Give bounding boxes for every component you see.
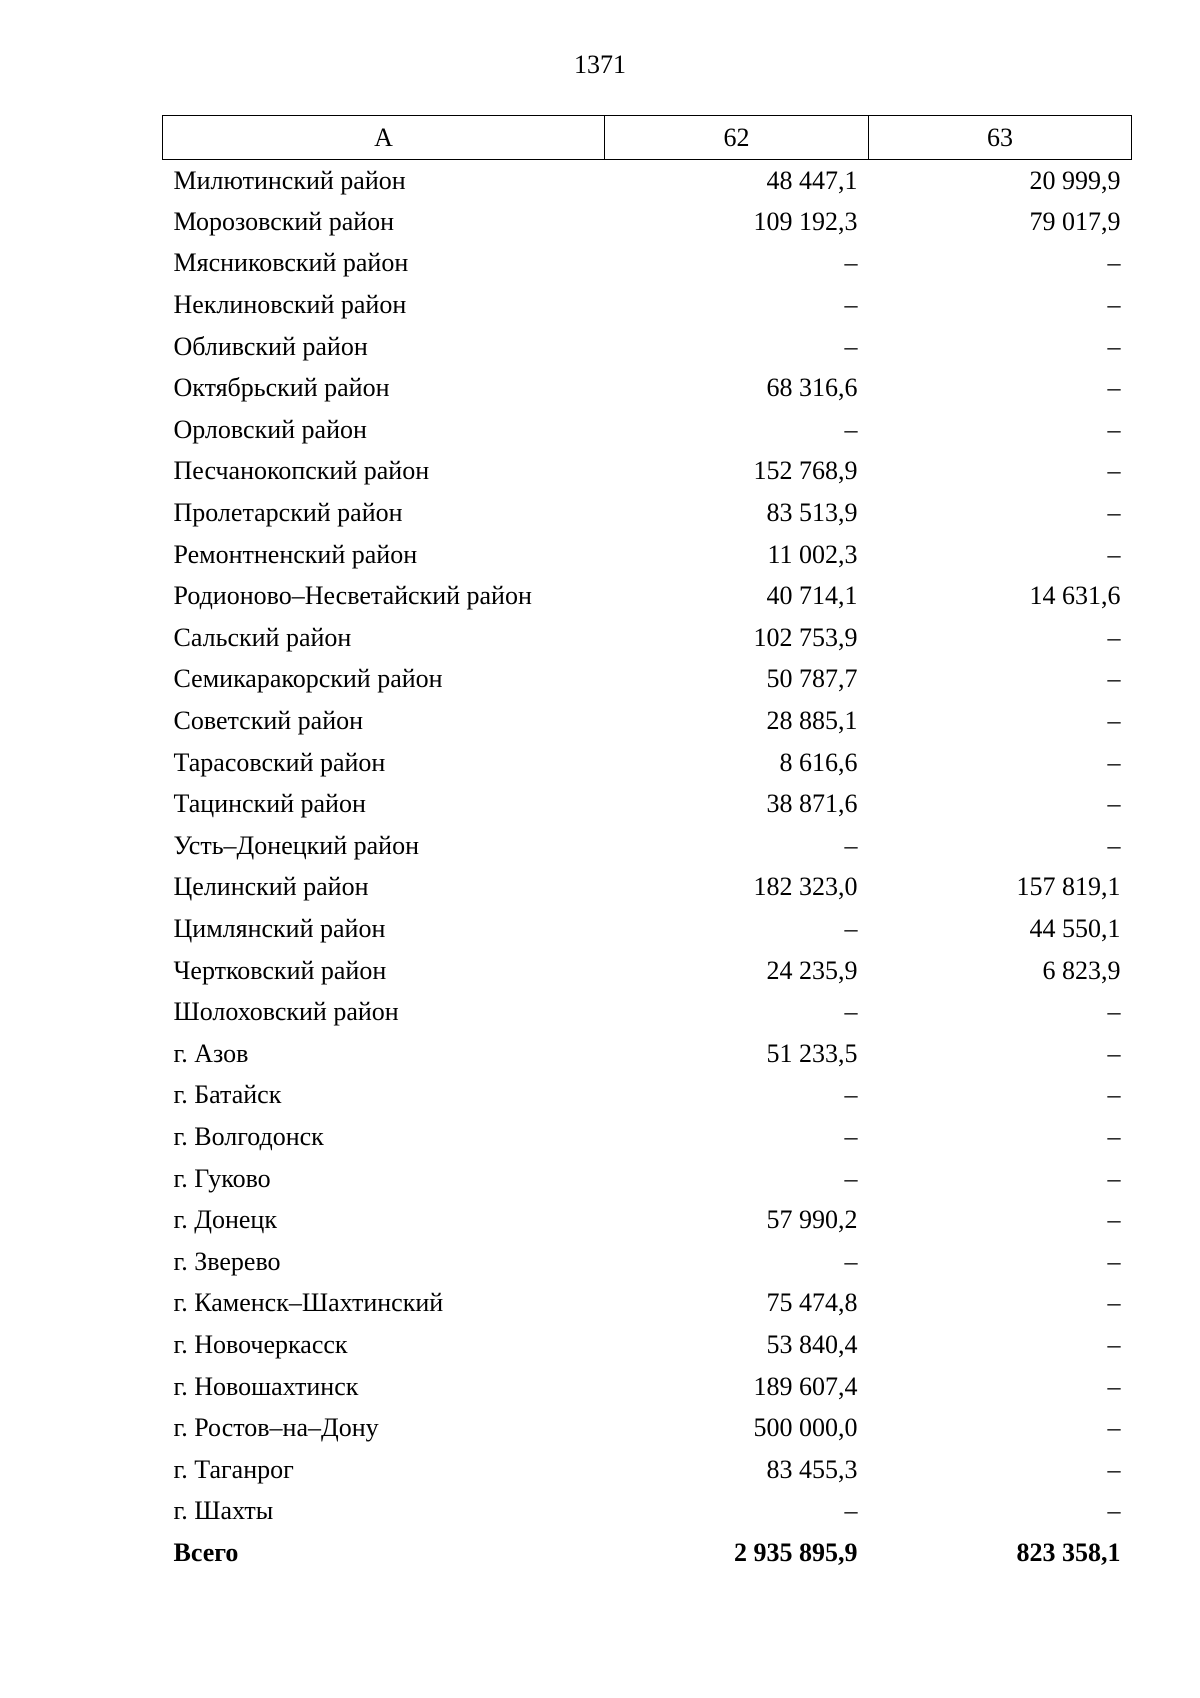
row-value-63-cell: – (1107, 1246, 1121, 1276)
row-name-cell: г. Таганрог (173, 1454, 294, 1484)
row-value-63-cell: 14 631,6 (1029, 581, 1121, 611)
row-value-63-cell: – (1107, 1288, 1121, 1318)
row-value-62-cell: 68 316,6 (766, 373, 858, 403)
table-row (163, 1033, 1132, 1075)
row-name-cell: г. Новочеркасск (173, 1329, 348, 1359)
row-name-cell: г. Гуково (173, 1163, 271, 1193)
row-value-62-cell: 28 885,1 (766, 706, 858, 736)
row-value-63-cell: – (1107, 1371, 1121, 1401)
table-row (163, 659, 1132, 701)
row-name-cell: Морозовский район (173, 206, 395, 236)
row-name-cell: Тацинский район (173, 789, 366, 819)
row-value-63-cell: – (1107, 331, 1121, 361)
row-value-63-cell: – (1107, 830, 1121, 860)
row-value-62-cell: – (844, 997, 858, 1027)
table-row (163, 1199, 1132, 1241)
row-name-cell: Мясниковский район (173, 248, 409, 278)
row-value-63-cell: – (1107, 1080, 1121, 1110)
table-row (163, 534, 1132, 576)
table-row (163, 1158, 1132, 1200)
row-value-63-cell: – (1107, 414, 1121, 444)
row-name-cell: г. Волгодонск (173, 1121, 324, 1151)
row-value-63-cell: 157 819,1 (1016, 872, 1121, 902)
row-value-63-cell: – (1107, 456, 1121, 486)
table-row (163, 825, 1132, 867)
row-value-62-cell: 48 447,1 (766, 165, 858, 195)
row-value-63-cell: – (1107, 373, 1121, 403)
row-value-62-cell: 8 616,6 (779, 747, 858, 777)
table-row (163, 160, 1132, 202)
row-value-63-cell: 20 999,9 (1029, 165, 1121, 195)
row-value-63-cell: – (1107, 1163, 1121, 1193)
row-name-cell: г. Каменск–Шахтинский (173, 1288, 444, 1318)
row-value-62-cell: 38 871,6 (766, 789, 858, 819)
row-value-62-cell: 53 840,4 (766, 1329, 858, 1359)
table-row (163, 243, 1132, 285)
row-value-63-cell: 6 823,9 (1042, 955, 1121, 985)
row-value-62-cell: 182 323,0 (753, 872, 858, 902)
header-col-63: 63 (869, 116, 1132, 160)
table-row (163, 1449, 1132, 1491)
table-row (163, 367, 1132, 409)
row-value-62-cell: – (844, 414, 858, 444)
table-row (163, 783, 1132, 825)
table-row (163, 1407, 1132, 1449)
row-name-cell: г. Батайск (173, 1080, 282, 1110)
table-row (163, 950, 1132, 992)
row-value-62-cell: 109 192,3 (753, 206, 858, 236)
row-name-cell: Родионово–Несветайский район (173, 581, 532, 611)
table-row (163, 1324, 1132, 1366)
row-name-cell: Цимлянский район (173, 913, 386, 943)
row-value-63-cell: – (1107, 1454, 1121, 1484)
table-row (163, 991, 1132, 1033)
row-name-cell: Сальский район (173, 622, 352, 652)
page-number: 1371 (574, 50, 626, 79)
row-value-62-cell: 50 787,7 (766, 664, 858, 694)
row-name-cell: г. Шахты (173, 1496, 274, 1526)
total-row (163, 1532, 1132, 1574)
row-value-63-cell: – (1107, 498, 1121, 528)
row-value-63-cell: – (1107, 706, 1121, 736)
table-row (163, 201, 1132, 243)
row-value-63-cell: 44 550,1 (1029, 913, 1121, 943)
table-row (163, 284, 1132, 326)
row-value-63-cell: – (1107, 1496, 1121, 1526)
row-name-cell: Орловский район (173, 414, 367, 444)
row-name-cell: г. Донецк (173, 1205, 277, 1235)
row-name-cell: г. Ростов–на–Дону (173, 1413, 379, 1443)
row-value-62-cell: 189 607,4 (753, 1371, 858, 1401)
row-value-63-cell: – (1107, 1038, 1121, 1068)
row-value-63-cell: – (1107, 1413, 1121, 1443)
row-name-cell: г. Азов (173, 1038, 249, 1068)
header-row (163, 116, 1132, 160)
table-body (163, 160, 1132, 1574)
row-value-62-cell: – (844, 1121, 858, 1151)
row-name-cell: Милютинский район (173, 165, 406, 195)
row-value-62-cell: 57 990,2 (766, 1205, 858, 1235)
table-row (163, 1283, 1132, 1325)
row-value-63-cell: 79 017,9 (1029, 206, 1121, 236)
table-row (163, 326, 1132, 368)
header-col-a: А (163, 116, 605, 160)
row-name-cell: Советский район (173, 706, 364, 736)
row-value-63-cell: – (1107, 290, 1121, 320)
row-value-62-cell: – (844, 1163, 858, 1193)
table-row (163, 492, 1132, 534)
row-value-62-cell: 75 474,8 (766, 1288, 858, 1318)
row-value-62-cell: – (844, 1496, 858, 1526)
table-row (163, 1366, 1132, 1408)
table-row (163, 409, 1132, 451)
row-value-63-cell: – (1107, 1205, 1121, 1235)
table-row (163, 575, 1132, 617)
row-value-62-cell: 51 233,5 (766, 1038, 858, 1068)
row-value-63-cell: – (1107, 997, 1121, 1027)
row-value-63-cell: – (1107, 248, 1121, 278)
row-value-62-cell: 83 513,9 (766, 498, 858, 528)
row-value-62-cell: – (844, 830, 858, 860)
row-name-cell: Октябрьский район (173, 373, 390, 403)
row-name-cell: Целинский район (173, 872, 369, 902)
row-value-62-cell: – (844, 290, 858, 320)
total-label-cell: Всего (173, 1537, 239, 1567)
table-row (163, 1491, 1132, 1533)
row-value-62-cell: – (844, 331, 858, 361)
row-value-63-cell: – (1107, 622, 1121, 652)
row-name-cell: Шолоховский район (173, 997, 399, 1027)
table-row (163, 742, 1132, 784)
row-value-62-cell: 11 002,3 (767, 539, 858, 569)
total-value-63-cell: 823 358,1 (1016, 1537, 1121, 1567)
row-name-cell: Семикаракорский район (173, 664, 443, 694)
row-value-62-cell: 40 714,1 (766, 581, 858, 611)
row-name-cell: Усть–Донецкий район (173, 830, 419, 860)
row-value-62-cell: – (844, 913, 858, 943)
row-name-cell: Обливский район (173, 331, 368, 361)
table-row (163, 700, 1132, 742)
row-value-63-cell: – (1107, 1329, 1121, 1359)
table-row (163, 1241, 1132, 1283)
table-header (163, 116, 1132, 160)
row-name-cell: Пролетарский район (173, 498, 403, 528)
row-value-62-cell: – (844, 1080, 858, 1110)
row-name-cell: Песчанокопский район (173, 456, 430, 486)
row-value-63-cell: – (1107, 539, 1121, 569)
data-table (162, 115, 1132, 1574)
row-name-cell: Неклиновский район (173, 290, 407, 320)
row-value-62-cell: 102 753,9 (753, 622, 858, 652)
table-row (163, 451, 1132, 493)
table-row (163, 617, 1132, 659)
row-value-62-cell: 83 455,3 (766, 1454, 858, 1484)
row-name-cell: г. Зверево (173, 1246, 281, 1276)
row-value-63-cell: – (1107, 1121, 1121, 1151)
total-value-62-cell: 2 935 895,9 (734, 1537, 858, 1567)
row-value-62-cell: – (844, 248, 858, 278)
row-value-63-cell: – (1107, 789, 1121, 819)
row-value-62-cell: 24 235,9 (766, 955, 858, 985)
row-name-cell: Тарасовский район (173, 747, 386, 777)
table-row (163, 1116, 1132, 1158)
row-name-cell: Чертковский район (173, 955, 387, 985)
row-value-62-cell: 500 000,0 (753, 1413, 858, 1443)
table-row (163, 1075, 1132, 1117)
table-row (163, 867, 1132, 909)
row-value-63-cell: – (1107, 747, 1121, 777)
row-name-cell: Ремонтненский район (173, 539, 418, 569)
header-col-62: 62 (605, 116, 869, 160)
table-row (163, 908, 1132, 950)
row-name-cell: г. Новошахтинск (173, 1371, 359, 1401)
row-value-62-cell: 152 768,9 (753, 456, 858, 486)
row-value-62-cell: – (844, 1246, 858, 1276)
row-value-63-cell: – (1107, 664, 1121, 694)
